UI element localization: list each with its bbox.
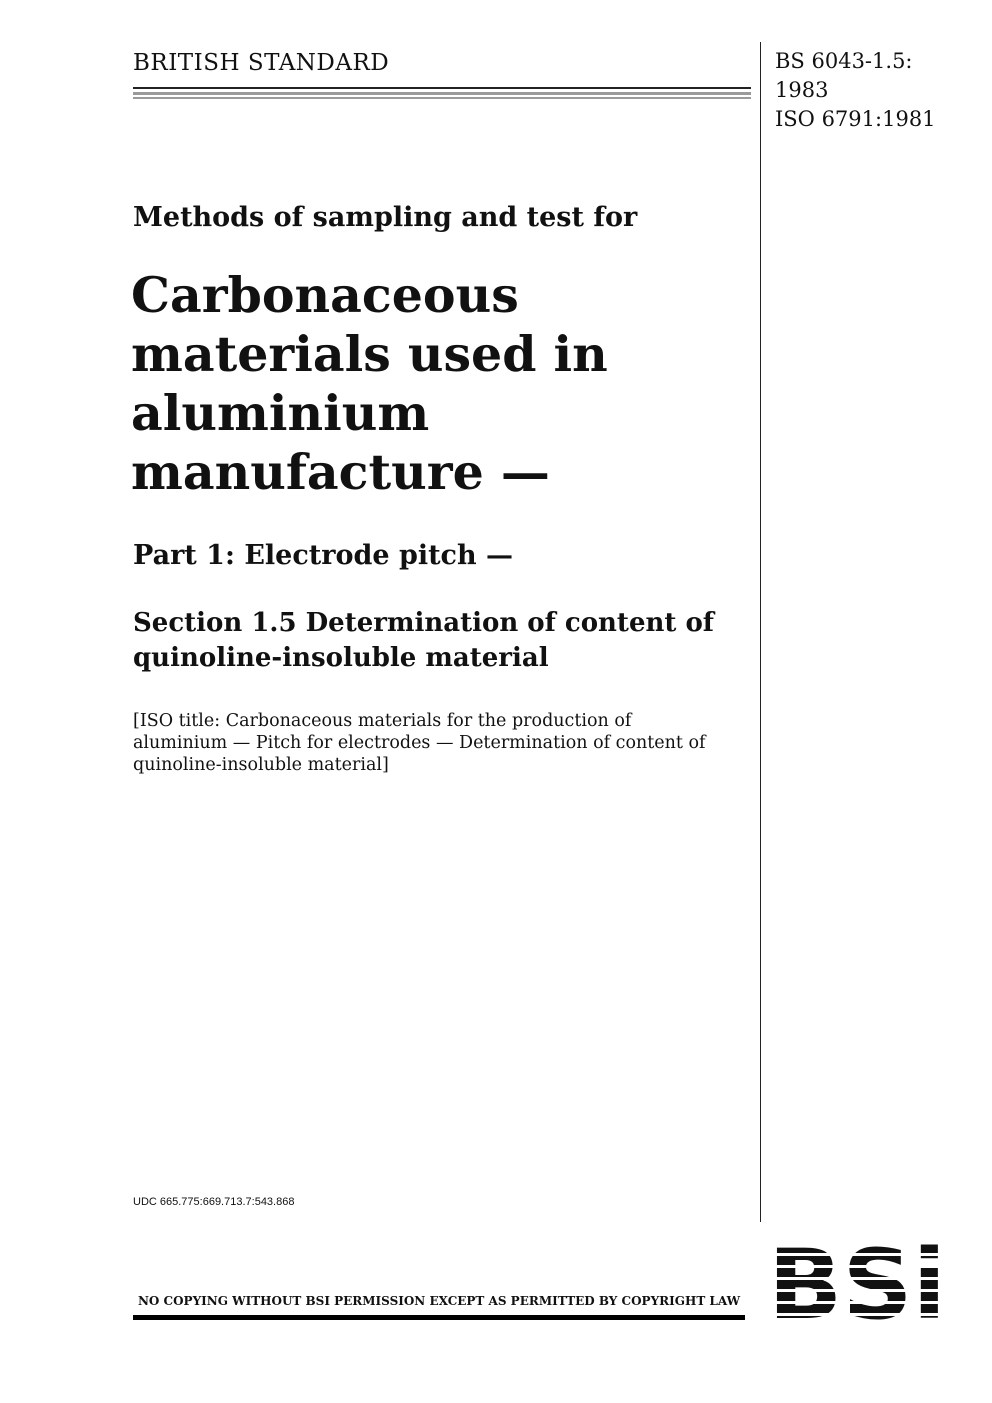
udc-code: UDC 665.775:669.713.7:543.868 — [133, 1196, 295, 1208]
main-title-line: Carbonaceous — [131, 266, 519, 324]
document-subtitle: Methods of sampling and test for — [133, 202, 638, 233]
iso-title-line: quinoline-insoluble material] — [133, 755, 389, 775]
section-title — [133, 606, 714, 676]
header-rule-gray-2 — [133, 97, 751, 99]
part-title: Part 1: Electrode pitch — — [133, 540, 514, 571]
header-rule-gray-1 — [133, 92, 751, 95]
iso-title — [133, 710, 706, 776]
document-main-title — [131, 266, 608, 502]
header-label: BRITISH STANDARD — [133, 50, 390, 76]
header-rule — [133, 87, 751, 89]
iso-title-line: aluminium — Pitch for electrodes — Determination of content of — [133, 733, 706, 753]
standard-number-line-1: BS 6043-1.5: — [775, 49, 913, 73]
footer-rule — [133, 1315, 745, 1320]
vertical-divider — [760, 42, 761, 1222]
iso-title-line: [ISO title: Carbonaceous materials for the production of — [133, 711, 632, 731]
bsi-logo — [768, 1244, 946, 1322]
standard-number-line-3: ISO 6791:1981 — [775, 107, 936, 131]
main-title-line: materials used in — [131, 325, 608, 383]
main-title-line: manufacture — — [131, 443, 550, 501]
copyright-notice: NO COPYING WITHOUT BSI PERMISSION EXCEPT AS PERMITTED BY COPYRIGHT LAW — [137, 1294, 741, 1308]
standard-number-line-2: 1983 — [775, 78, 829, 102]
main-title-line: aluminium — [131, 384, 430, 442]
section-title-line: Section 1.5 Determination of content of — [133, 608, 714, 638]
standard-number — [775, 47, 936, 134]
section-title-line: quinoline-insoluble material — [133, 643, 549, 673]
